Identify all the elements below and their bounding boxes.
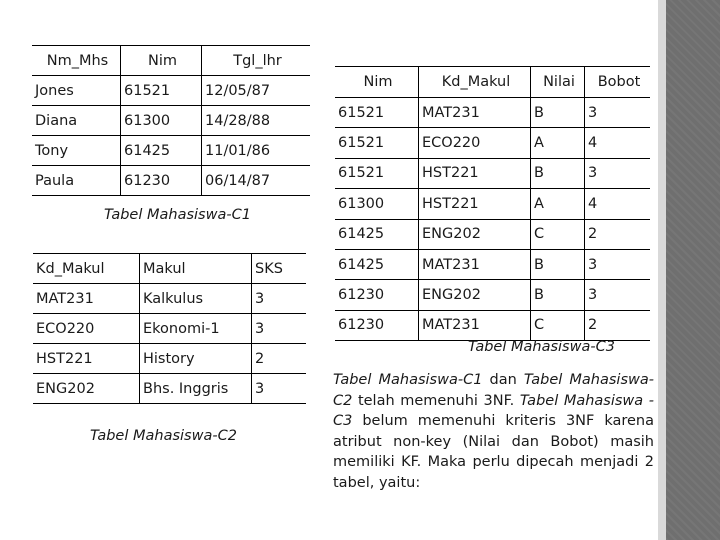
- table-cell: 61230: [121, 166, 202, 196]
- table-cell: HST221: [419, 158, 531, 188]
- table-cell: MAT231: [33, 284, 140, 314]
- table-cell: 61425: [335, 249, 419, 279]
- header-cell: Tgl_lhr: [202, 46, 311, 76]
- table-row: [33, 314, 306, 344]
- table-cell: 61230: [335, 280, 419, 310]
- table-cell: Paula: [32, 166, 121, 196]
- header-cell: Kd_Makul: [419, 67, 531, 98]
- header-cell: Nm_Mhs: [32, 46, 121, 76]
- table-row: [33, 344, 306, 374]
- table-cell: 14/28/88: [202, 106, 311, 136]
- table-row: [335, 98, 650, 128]
- table-cell: ECO220: [33, 314, 140, 344]
- header-cell: Nim: [121, 46, 202, 76]
- side-decoration-texture: [666, 0, 720, 540]
- table-row: [32, 166, 310, 196]
- table-cell: Tony: [32, 136, 121, 166]
- header-cell: SKS: [252, 254, 307, 284]
- table-header-row: [33, 254, 306, 284]
- table-row: [33, 284, 306, 314]
- table-row: [33, 374, 306, 404]
- table-cell: Diana: [32, 106, 121, 136]
- table-cell: MAT231: [419, 249, 531, 279]
- table-cell: 3: [585, 158, 651, 188]
- table-mahasiswa-c3: [335, 66, 650, 341]
- header-cell: Nim: [335, 67, 419, 98]
- table-mahasiswa-c1: [32, 45, 310, 196]
- table-cell: 12/05/87: [202, 76, 311, 106]
- table-cell: 61521: [335, 98, 419, 128]
- ref-table-c3: Tabel Mahasiswa -C3: [333, 392, 654, 429]
- table-cell: HST221: [419, 189, 531, 219]
- table-cell: 2: [252, 344, 307, 374]
- table-row: [335, 189, 650, 219]
- text-segment: dan: [482, 372, 524, 388]
- table-mahasiswa-c2: [33, 253, 306, 404]
- table-row: [335, 158, 650, 188]
- table-row: [335, 280, 650, 310]
- table-cell: MAT231: [419, 98, 531, 128]
- table-row: [335, 128, 650, 158]
- table-row: [335, 310, 650, 340]
- table-cell: B: [531, 280, 585, 310]
- side-decoration-light: [658, 0, 666, 540]
- table-caption-c2: Tabel Mahasiswa-C2: [90, 428, 237, 444]
- table-cell: A: [531, 189, 585, 219]
- table-cell: ECO220: [419, 128, 531, 158]
- table-cell: 61300: [335, 189, 419, 219]
- table-cell: Bhs. Inggris: [140, 374, 252, 404]
- table-cell: B: [531, 98, 585, 128]
- table-cell: 06/14/87: [202, 166, 311, 196]
- table-cell: 61300: [121, 106, 202, 136]
- table-cell: ENG202: [419, 219, 531, 249]
- table-cell: 3: [252, 284, 307, 314]
- table-cell: 61521: [335, 158, 419, 188]
- table-caption-c3: Tabel Mahasiswa-C3: [468, 339, 615, 355]
- table-cell: 61521: [335, 128, 419, 158]
- table-cell: 4: [585, 128, 651, 158]
- table-cell: A: [531, 128, 585, 158]
- table-row: [32, 136, 310, 166]
- text-segment: belum memenuhi kriteris 3NF karena atribut non-key (Nilai dan Bobot) masih memiliki KF. Maka perlu dipecah menjadi 2 tabel, yaitu:: [333, 413, 654, 491]
- table-cell: 3: [585, 280, 651, 310]
- table-cell: C: [531, 219, 585, 249]
- table-cell: 3: [252, 374, 307, 404]
- table-cell: 3: [585, 98, 651, 128]
- table-cell: ENG202: [419, 280, 531, 310]
- table-row: [335, 219, 650, 249]
- table-cell: Jones: [32, 76, 121, 106]
- table-row: [32, 106, 310, 136]
- table-cell: 2: [585, 310, 651, 340]
- table-row: [335, 249, 650, 279]
- table-cell: 61425: [335, 219, 419, 249]
- table-caption-c1: Tabel Mahasiswa-C1: [104, 207, 251, 223]
- table-cell: 61521: [121, 76, 202, 106]
- table-cell: 61230: [335, 310, 419, 340]
- explanation-paragraph: [333, 370, 654, 493]
- ref-table-c1: Tabel Mahasiswa-C1: [333, 372, 483, 388]
- header-cell: Bobot: [585, 67, 651, 98]
- table-cell: ENG202: [33, 374, 140, 404]
- table-cell: MAT231: [419, 310, 531, 340]
- table-header-row: [32, 46, 310, 76]
- table-cell: HST221: [33, 344, 140, 374]
- table-cell: 3: [252, 314, 307, 344]
- table-cell: 4: [585, 189, 651, 219]
- header-cell: Nilai: [531, 67, 585, 98]
- header-cell: Makul: [140, 254, 252, 284]
- table-row: [32, 76, 310, 106]
- table-cell: C: [531, 310, 585, 340]
- text-segment: telah memenuhi 3NF.: [352, 392, 520, 409]
- table-cell: Kalkulus: [140, 284, 252, 314]
- table-cell: History: [140, 344, 252, 374]
- table-cell: B: [531, 249, 585, 279]
- table-cell: 11/01/86: [202, 136, 311, 166]
- table-cell: Ekonomi-1: [140, 314, 252, 344]
- table-cell: B: [531, 158, 585, 188]
- table-cell: 2: [585, 219, 651, 249]
- table-cell: 3: [585, 249, 651, 279]
- ref-table-c2: Tabel Mahasiswa-C2: [333, 372, 654, 409]
- header-cell: Kd_Makul: [33, 254, 140, 284]
- table-cell: 61425: [121, 136, 202, 166]
- table-header-row: [335, 67, 650, 98]
